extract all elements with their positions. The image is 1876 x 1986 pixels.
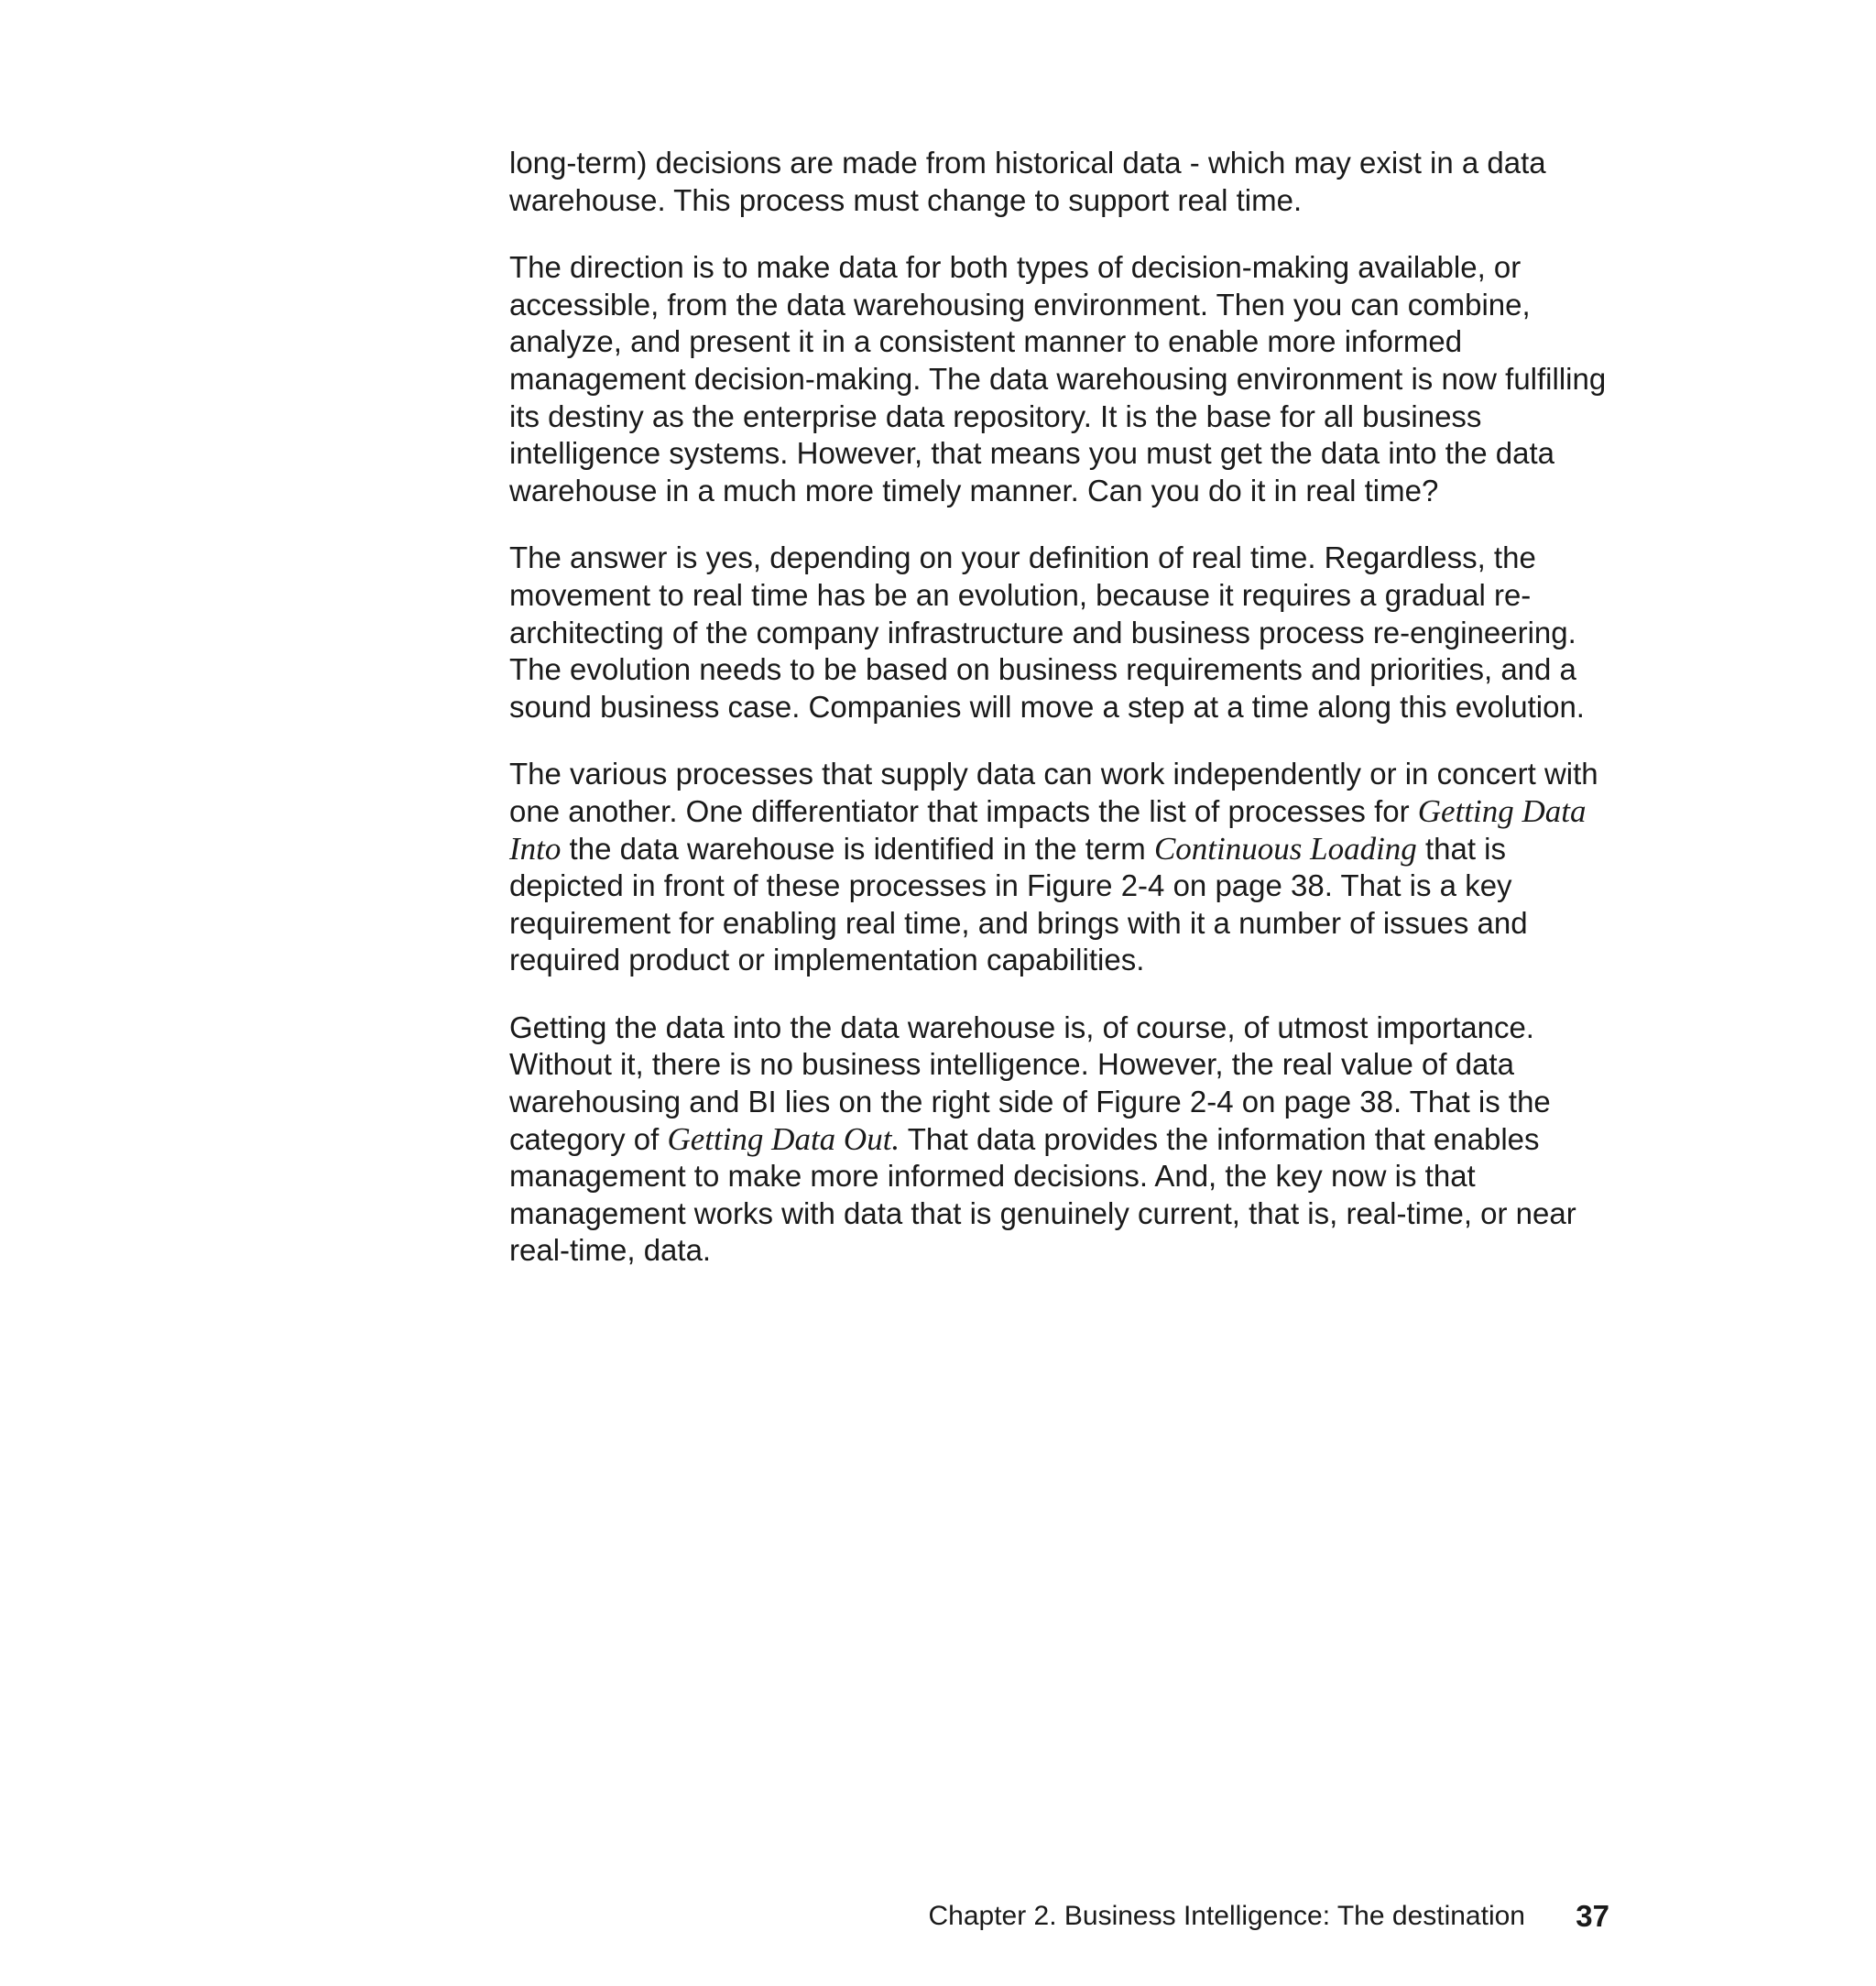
paragraph-text: The direction is to make data for both types of decision-making available, or accessible, from the data warehousing environment. Then you can combine, analyze, and present it in a consistent manner to enable more informed management decision-making. The data warehousing environment is now fulfilling its destiny as the enterprise data repository. It is the base for all business intelligence systems. However, that means you must get the data into the data warehouse in a much more timely manner. Can you do it in real time? xyxy=(509,250,1607,507)
italic-term-continuous-loading: Continuous Loading xyxy=(1153,830,1417,867)
italic-term-getting-data-out: Getting Data Out. xyxy=(667,1120,900,1157)
paragraph-4 xyxy=(509,756,1609,979)
page-body xyxy=(509,145,1609,1300)
paragraph-text: that is depicted in front of these processes in Figure 2-4 on page 38. That is a key requirement for enabling real time, and brings with it a number of issues and required product or implementation capabilities. xyxy=(509,831,1528,977)
paragraph-5 xyxy=(509,1009,1609,1270)
page-footer xyxy=(916,1896,1609,1937)
paragraph-1 xyxy=(509,145,1609,219)
paragraph-text: long-term) decisions are made from historical data - which may exist in a data warehouse. This process must change to support real time. xyxy=(509,146,1546,217)
italic-term-getting-data-into: Getting Data Into xyxy=(509,792,1587,867)
paragraph-text: That data provides the information that enables management to make more informed decisions. And, the key now is that management works with data that is genuinely current, that is, real-time, or near real-time, data. xyxy=(509,1121,1576,1268)
footer-chapter-title: Chapter 2. Business Intelligence: The destination xyxy=(928,1901,1525,1931)
paragraph-text: the data warehouse is identified in the term xyxy=(561,831,1154,866)
paragraph-text: The answer is yes, depending on your definition of real time. Regardless, the movement to real time has be an evolution, because it requires a gradual re-architecting of the company infrastructure and business process re-engineering. The evolution needs to be based on business requirements and priorities, and a sound business case. Companies will move a step at a time along this evolution. xyxy=(509,540,1585,724)
paragraph-text: The various processes that supply data can work independently or in concert with one another. One differentiator that impacts the list of processes for xyxy=(509,757,1598,828)
paragraph-text: Getting the data into the data warehouse is, of course, of utmost importance. Without it, there is no business intelligence. However, the real value of data warehousing and BI lies on the right side of Figure 2-4 on page 38. That is the category of xyxy=(509,1009,1551,1156)
footer-page-number: 37 xyxy=(1576,1899,1609,1933)
paragraph-3 xyxy=(509,540,1609,726)
paragraph-2 xyxy=(509,249,1609,509)
